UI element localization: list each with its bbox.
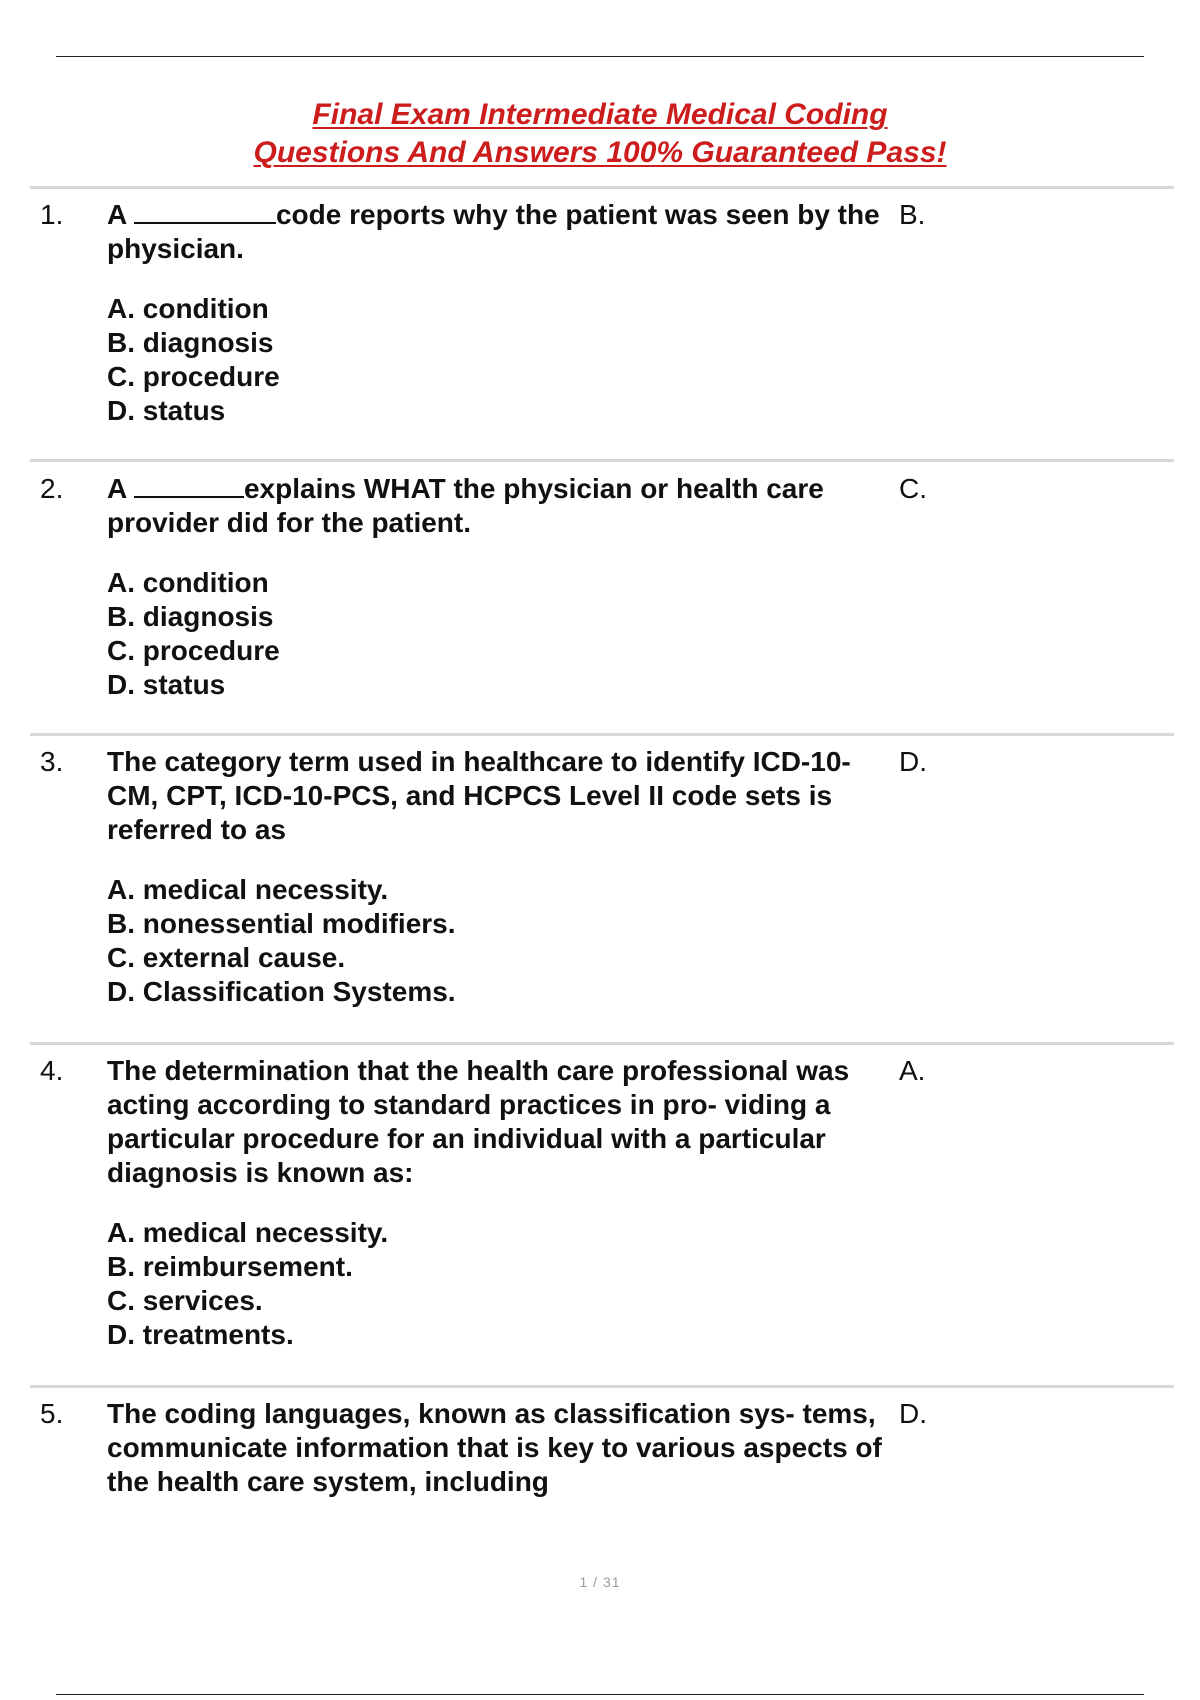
answer-key: B. xyxy=(899,199,926,230)
option-c: C. external cause. xyxy=(107,942,346,973)
question-number: 2. xyxy=(40,473,64,504)
option-a: A. medical necessity. xyxy=(107,1217,389,1248)
top-rule xyxy=(56,56,1144,57)
divider xyxy=(30,733,1174,736)
question-number: 4. xyxy=(40,1055,64,1086)
answer-key: A. xyxy=(899,1055,926,1086)
question-body xyxy=(107,1397,902,1525)
divider xyxy=(30,1385,1174,1388)
answer-key: C. xyxy=(899,473,927,504)
option-list xyxy=(107,292,902,428)
option-c: C. procedure xyxy=(107,635,280,666)
answer-key: D. xyxy=(899,1398,927,1429)
option-b: B. reimbursement. xyxy=(107,1251,353,1282)
question-number: 3. xyxy=(40,746,64,777)
question-body xyxy=(107,1054,902,1352)
option-d: D. Classification Systems. xyxy=(107,976,456,1007)
answer-blank xyxy=(134,472,244,498)
option-list xyxy=(107,566,902,702)
option-c: C. procedure xyxy=(107,361,280,392)
question-text: The coding languages, known as classification sys- tems, communicate information that is key to various aspects of the health care system, including xyxy=(107,1398,882,1497)
option-d: D. treatments. xyxy=(107,1319,294,1350)
option-list xyxy=(107,1216,902,1352)
question-body xyxy=(107,198,902,428)
option-d: D. status xyxy=(107,669,226,700)
option-d: D. status xyxy=(107,395,226,426)
question-text: A explains WHAT the physician or health care provider did for the patient. xyxy=(107,473,824,538)
option-b: B. diagnosis xyxy=(107,327,274,358)
option-b: B. diagnosis xyxy=(107,601,274,632)
question-body xyxy=(107,472,902,702)
title-line-2: Questions And Answers 100% Guaranteed Pass! xyxy=(253,136,947,169)
question-body xyxy=(107,745,902,1009)
bottom-rule xyxy=(56,1694,1144,1695)
question-text: The category term used in healthcare to identify ICD-10-CM, CPT, ICD-10-PCS, and HCPCS Level II code sets is referred to as xyxy=(107,746,851,845)
document-title xyxy=(0,96,1200,172)
divider xyxy=(30,186,1174,189)
question-text: A code reports why the patient was seen by the physician. xyxy=(107,199,880,264)
question-number: 1. xyxy=(40,199,64,230)
option-a: A. medical necessity. xyxy=(107,874,389,905)
question-text: The determination that the health care professional was acting according to standard practices in pro- viding a particular procedure for an individual with a particular diagnosis is known as: xyxy=(107,1055,850,1188)
option-b: B. nonessential modifiers. xyxy=(107,908,456,939)
option-a: A. condition xyxy=(107,567,269,598)
answer-key: D. xyxy=(899,746,927,777)
divider xyxy=(30,459,1174,462)
divider xyxy=(30,1042,1174,1045)
answer-blank xyxy=(134,198,276,224)
option-c: C. services. xyxy=(107,1285,263,1316)
page-number: 1 / 31 xyxy=(579,1574,621,1590)
option-list xyxy=(107,873,902,1009)
title-line-1: Final Exam Intermediate Medical Coding xyxy=(312,98,888,131)
question-number: 5. xyxy=(40,1398,64,1429)
option-a: A. condition xyxy=(107,293,269,324)
